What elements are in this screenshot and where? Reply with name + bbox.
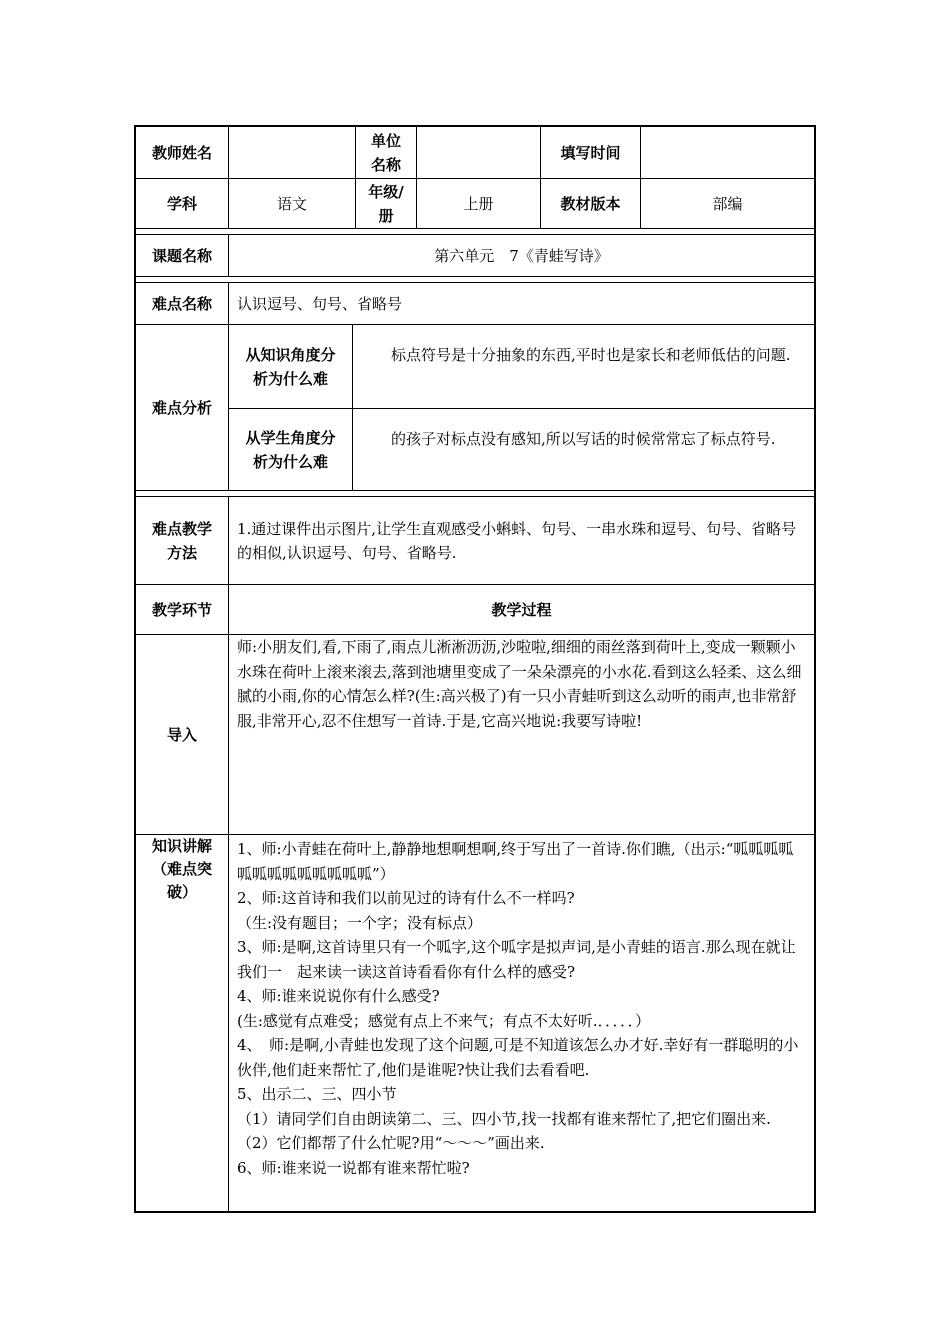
topic-label: 课题名称 bbox=[136, 235, 229, 276]
student-angle-text: 的孩子对标点没有感知,所以写话的时候常常忘了标点符号. bbox=[391, 430, 776, 448]
topic-value: 第六单元 7《青蛙写诗》 bbox=[434, 246, 609, 265]
student-angle-row bbox=[229, 409, 814, 490]
teacher-name-label: 教师姓名 bbox=[136, 127, 229, 178]
analysis-label: 难点分析 bbox=[136, 325, 229, 490]
analysis-row bbox=[136, 325, 814, 491]
knowledge-line: 4、 师:是啊,小青蛙也发现了这个问题,可是不知道该怎么办才好.幸好有一群聪明的小伙伴,他们赶来帮忙了,他们是谁呢?快让我们去看看吧. bbox=[237, 1036, 799, 1079]
knowledge-row bbox=[136, 835, 814, 1211]
subject-label: 学科 bbox=[136, 179, 229, 228]
method-label: 难点教学方法 bbox=[136, 497, 229, 584]
topic-row bbox=[136, 235, 814, 277]
knowledge-content bbox=[229, 835, 814, 1211]
teacher-name-value bbox=[229, 127, 356, 178]
header-row-2 bbox=[136, 179, 814, 229]
unit-value bbox=[417, 127, 541, 178]
process-label: 教学过程 bbox=[491, 600, 552, 619]
edition-label: 教材版本 bbox=[541, 179, 641, 228]
grade-label: 年级/册 bbox=[356, 179, 417, 228]
knowledge-line: （1）请同学们自由朗读第二、三、四小节,找一找都有谁来帮忙了,把它们圈出来. bbox=[237, 1109, 771, 1128]
subject-value: 语文 bbox=[229, 179, 356, 228]
edition-value: 部编 bbox=[712, 194, 743, 213]
header-row-1 bbox=[136, 127, 814, 179]
knowledge-line: 2、师:这首诗和我们以前见过的诗有什么不一样吗? bbox=[237, 889, 575, 907]
method-row bbox=[136, 497, 814, 585]
intro-row bbox=[136, 635, 814, 835]
knowledge-label: 知识讲解（难点突破） bbox=[136, 835, 229, 1211]
knowledge-angle-label: 从知识角度分析为什么难 bbox=[229, 325, 353, 408]
knowledge-line: （2）它们都帮了什么忙呢?用“～～～”画出来. bbox=[237, 1134, 545, 1152]
stage-label: 教学环节 bbox=[136, 585, 229, 634]
knowledge-angle-row bbox=[229, 325, 814, 409]
grade-value: 上册 bbox=[417, 179, 541, 228]
knowledge-line: (生:感觉有点难受；感觉有点上不来气；有点不太好听.．．．．．） bbox=[237, 1011, 651, 1030]
knowledge-line: 4、师:谁来说说你有什么感受? bbox=[237, 987, 440, 1005]
process-header-row bbox=[136, 585, 814, 635]
difficulty-value: 认识逗号、句号、省略号 bbox=[237, 294, 403, 313]
knowledge-line: 1、师:小青蛙在荷叶上,静静地想啊想啊,终于写出了一首诗.你们瞧,（出示:“呱呱呱呱呱呱呱呱呱呱呱呱呱”） bbox=[237, 840, 794, 883]
knowledge-angle-text: 标点符号是十分抽象的东西,平时也是家长和老师低估的问题. bbox=[391, 346, 791, 364]
knowledge-line: 5、出示二、三、四小节 bbox=[237, 1085, 397, 1103]
method-text: 1.通过课件出示图片,让学生直观感受小蝌蚪、句号、一串水珠和逗号、句号、省略号的相似,认识逗号、句号、省略号. bbox=[237, 520, 797, 562]
fill-time-value bbox=[641, 127, 814, 178]
intro-text: 师:小朋友们,看,下雨了,雨点儿淅淅沥沥,沙啦啦,细细的雨丝落到荷叶上,变成一颗颗小水珠在荷叶上滚来滚去,落到池塘里变成了一朵朵漂亮的小水花.看到这么轻柔、这么细腻的小雨,你的心情怎么样?(生:高兴极了)有一只小青蛙听到这么动听的雨声,也非常舒服,非常开心,忍不住想写一首诗.于是,它高兴地说:我要写诗啦! bbox=[237, 638, 802, 730]
analysis-subtable bbox=[229, 325, 814, 490]
difficulty-label: 难点名称 bbox=[136, 283, 229, 324]
knowledge-line: 6、师:谁来说一说都有谁来帮忙啦? bbox=[237, 1158, 470, 1177]
knowledge-line: （生:没有题目；一个字；没有标点） bbox=[237, 913, 483, 932]
fill-time-label: 填写时间 bbox=[541, 127, 641, 178]
intro-label: 导入 bbox=[136, 635, 229, 834]
lesson-plan-table bbox=[134, 125, 816, 1213]
knowledge-line: 3、师:是啊,这首诗里只有一个呱字,这个呱字是拟声词,是小青蛙的语言.那么现在就让我们一 起来读一读这首诗看看你有什么样的感受? bbox=[237, 938, 796, 981]
unit-label: 单位名称 bbox=[356, 127, 417, 178]
student-angle-label: 从学生角度分析为什么难 bbox=[229, 409, 353, 490]
difficulty-row bbox=[136, 283, 814, 325]
